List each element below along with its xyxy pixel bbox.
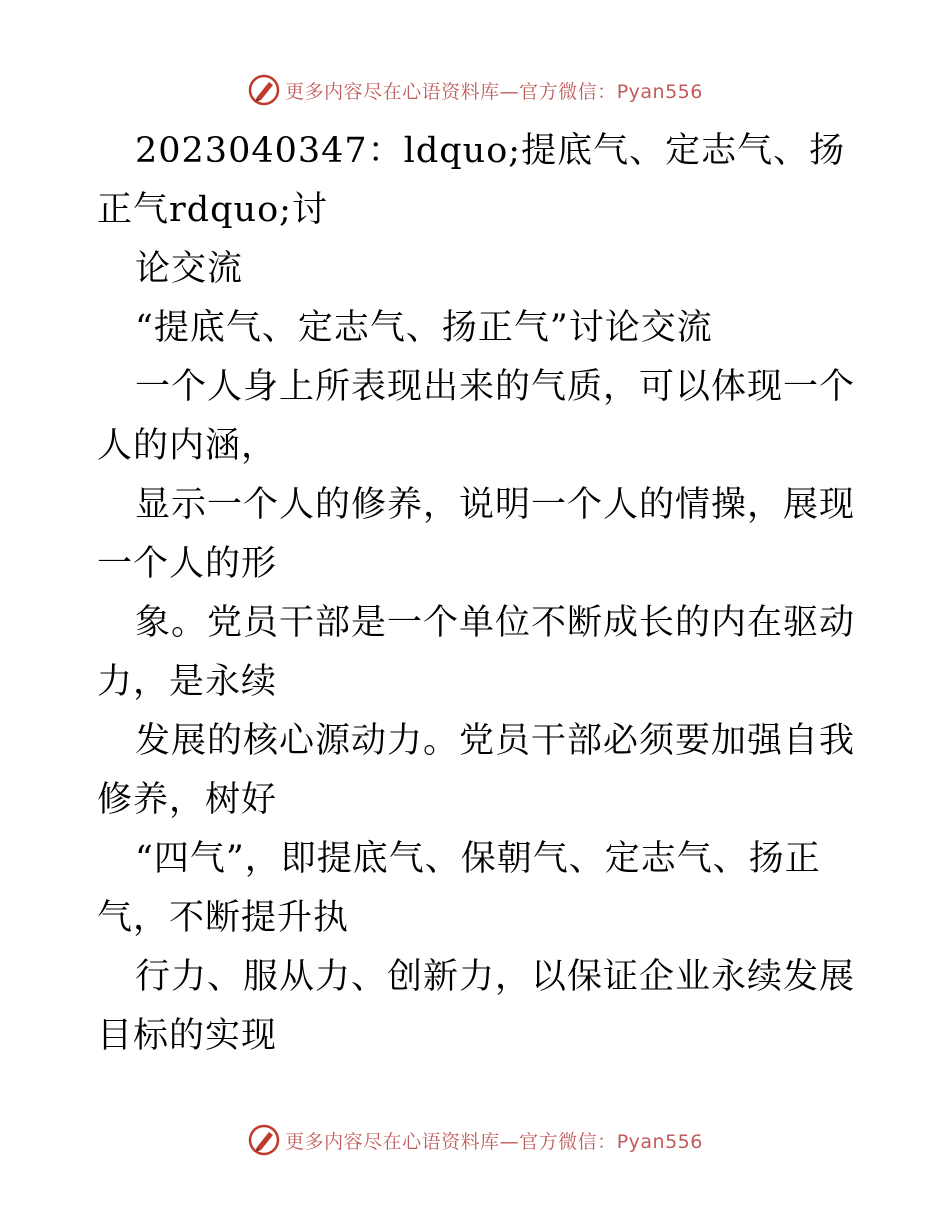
banner-wechat-id: Pyan556	[616, 80, 703, 103]
banner-site-text: 更多内容尽在心语资料库	[285, 1130, 500, 1153]
paragraph: “提底气、定志气、扬正气”讨论交流	[135, 308, 713, 348]
banner-wechat-label: 官方微信：	[519, 1130, 617, 1153]
footer-banner	[0, 1120, 950, 1160]
pen-logo-icon	[247, 1123, 281, 1157]
paragraph: 显示一个人的修养，说明一个人的情操，展现一个人的形	[97, 485, 856, 584]
banner-wechat-id: Pyan556	[616, 1130, 703, 1153]
pen-logo-icon	[247, 73, 281, 107]
paragraph: 发展的核心源动力。党员干部必须要加强自我修养，树好	[97, 721, 856, 820]
paragraph: “四气”，即提底气、保朝气、定志气、扬正气，不断提升执	[97, 839, 821, 938]
banner-separator: —	[499, 1130, 520, 1153]
document-body	[97, 122, 877, 1066]
banner-separator: —	[499, 80, 520, 103]
paragraph: 象。党员干部是一个单位不断成长的内在驱动力，是永续	[97, 603, 856, 702]
banner-text	[285, 77, 703, 104]
banner-text	[285, 1127, 703, 1154]
paragraph: 论交流	[135, 249, 244, 289]
header-banner	[0, 70, 950, 110]
banner-wechat-label: 官方微信：	[519, 80, 617, 103]
banner-site-text: 更多内容尽在心语资料库	[285, 80, 500, 103]
paragraph: 2023040347：ldquo;提底气、定志气、扬正气rdquo;讨	[97, 131, 846, 230]
paragraph: 一个人身上所表现出来的气质，可以体现一个人的内涵，	[97, 367, 856, 466]
paragraph: 行力、服从力、创新力，以保证企业永续发展目标的实现	[97, 957, 856, 1056]
